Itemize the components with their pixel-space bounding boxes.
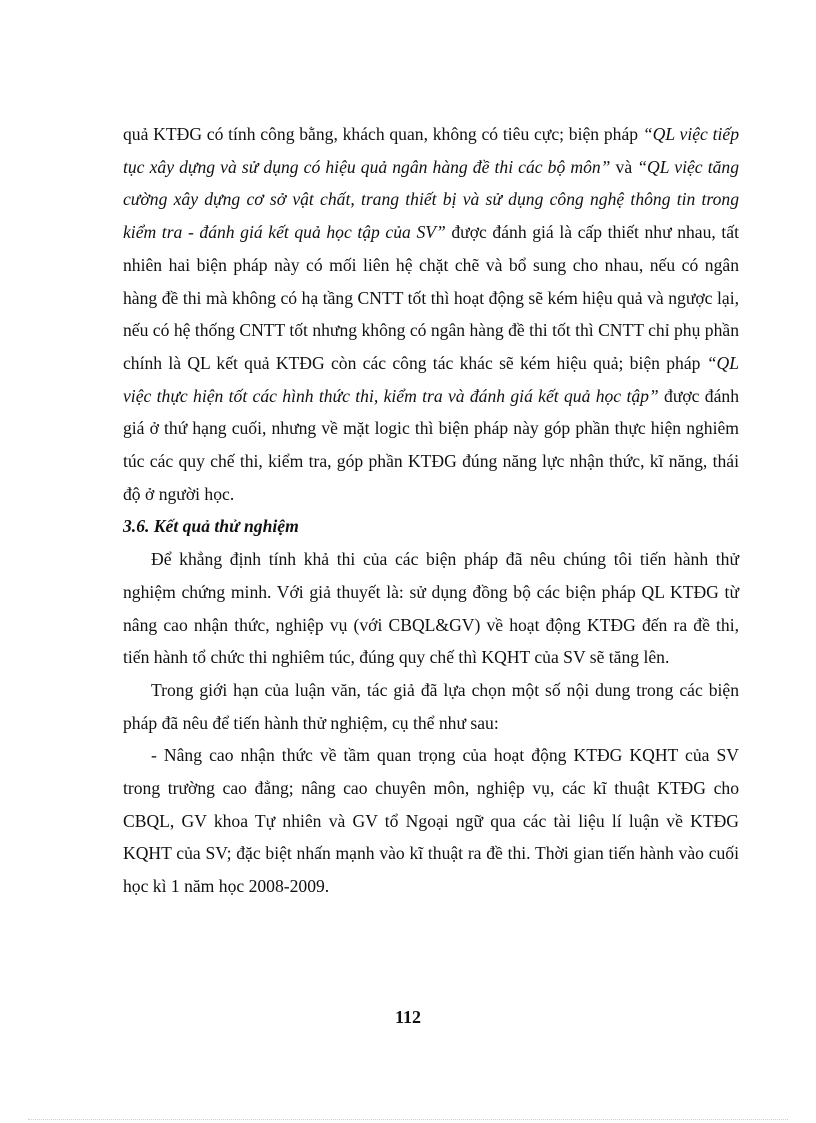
quoted-measure-1: “QL việc tiếp tục xây dựng và sử dụng có hiệu quả ngân hàng đề thi các bộ môn” — [123, 124, 740, 177]
paragraph-text: được đánh giá ở thứ hạng cuối, nhưng về mặt logic thì biện pháp này góp phần thực hiện nghiêm túc các quy chế thi, kiểm tra, góp phần KTĐG đúng năng lực nhận thức, kĩ năng, thái độ ở người học. — [123, 385, 740, 504]
body-text — [123, 118, 739, 903]
paragraph-scope: Trong giới hạn của luận văn, tác giả đã lựa chọn một số nội dung trong các biện pháp đã nêu để tiến hành thử nghiệm, cụ thể như sau: — [123, 679, 739, 733]
page-bottom-divider — [28, 1119, 788, 1120]
quoted-measure-2: “QL việc tăng cường xây dựng cơ sở vật chất, trang thiết bị và sử dụng công nghệ thông tin trong kiểm tra - đánh giá kết quả học tập của SV” — [123, 156, 739, 243]
paragraph-text: và — [610, 156, 638, 177]
section-heading: 3.6. Kết quả thử nghiệm — [123, 516, 299, 537]
paragraph-hypothesis: Để khẳng định tính khả thi của các biện pháp đã nêu chúng tôi tiến hành thử nghiệm chứng minh. Với giả thuyết là: sử dụng đồng bộ các biện pháp QL KTĐG từ nâng cao nhận thức, nghiệp vụ (với CBQL&GV) về hoạt động KTĐG đến ra đề thi, tiến hành tổ chức thi nghiêm túc, đúng quy chế thì KQHT của SV sẽ tăng lên. — [123, 549, 739, 668]
paragraph-continuation — [123, 118, 739, 510]
page-number: 112 — [394, 1007, 421, 1027]
paragraph-text: được đánh giá là cấp thiết như nhau, tất nhiên hai biện pháp này có mối liên hệ chặt chẽ và bổ sung cho nhau, nếu có ngân hàng đề thi mà không có hạ tầng CNTT tốt thì hoạt động sẽ kém hiệu quả và ngược lại, nếu có hệ thống CNTT tốt nhưng không có ngân hàng đề thi tốt thì CNTT chỉ phụ phần chính là QL kết quả KTĐG còn các công tác khác sẽ kém hiệu quả; biện pháp — [123, 222, 739, 373]
quoted-measure-3: “QL việc thực hiện tốt các hình thức thi, kiểm tra và đánh giá kết quả học tập” — [123, 352, 739, 406]
list-item: - Nâng cao nhận thức về tầm quan trọng của hoạt động KTĐG KQHT của SV trong trường cao đẳng; nâng cao chuyên môn, nghiệp vụ, các kĩ thuật KTĐG cho CBQL, GV khoa Tự nhiên và GV tổ Ngoại ngữ qua các tài liệu lí luận về KTĐG KQHT của SV; đặc biệt nhấn mạnh vào kĩ thuật ra đề thi. Thời gian tiến hành vào cuối học kì 1 năm học 2008-2009. — [123, 745, 739, 897]
paragraph-text: quả KTĐG có tính công bằng, khách quan, không có tiêu cực; biện pháp — [123, 124, 643, 144]
